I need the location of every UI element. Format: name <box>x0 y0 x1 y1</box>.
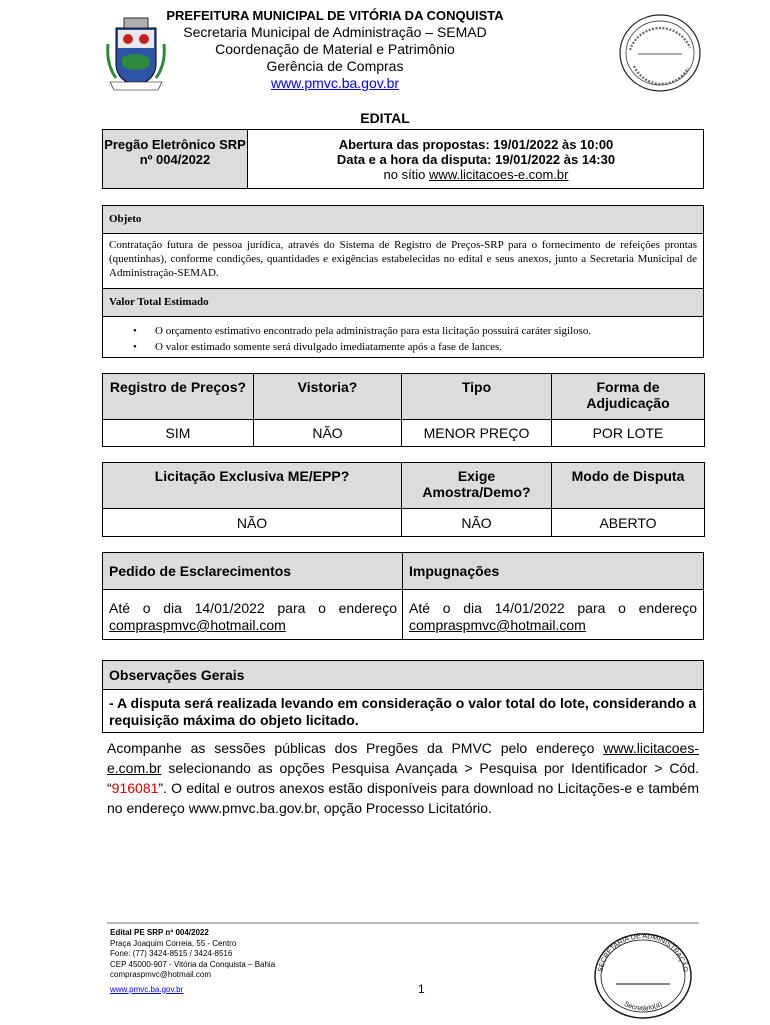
header-site-link[interactable]: www.pmvc.ba.gov.br <box>270 75 400 91</box>
valor-bullet: • O orçamento estimativo encontrado pela administração para esta licitação possuirá caráter sigiloso. <box>133 325 592 337</box>
stamp-top-text: SECRETARIA DE ADMINISTRAÇÃO <box>597 932 689 973</box>
secretaria-name: Secretaria Municipal de Administração – SEMAD <box>183 24 487 40</box>
header-amostra: Exige Amostra/Demo? <box>402 463 552 509</box>
site-prefix: no sítio <box>383 167 426 182</box>
header-tipo: Tipo <box>402 374 552 420</box>
footer-email: compraspmvc@hotmail.com <box>110 970 212 979</box>
value-registro: SIM <box>103 420 254 447</box>
semad-seal-stamp <box>616 10 704 96</box>
valor-bullet: • O valor estimado somente será divulgado imediatamente após a fase de lances. <box>133 341 502 353</box>
administracao-stamp <box>588 928 698 1020</box>
gerencia-name: Gerência de Compras <box>266 58 404 74</box>
value-forma: POR LOTE <box>552 420 705 447</box>
site-line <box>249 167 703 182</box>
value-tipo: MENOR PREÇO <box>402 420 552 447</box>
esclarecimentos-text: Até o dia 14/01/2022 para o endereço <box>109 600 397 616</box>
coordenacao-name: Coordenação de Material e Patrimônio <box>215 41 455 57</box>
pregao-number: nº 004/2022 <box>139 152 211 167</box>
info-table-1 <box>102 373 705 447</box>
header-exclusiva: Licitação Exclusiva ME/EPP? <box>103 463 402 509</box>
footer-cep: CEP 45000-907 - Vitória da Conquista – Bahia <box>110 959 276 969</box>
svg-text:Secretário(a) <box>623 1001 664 1013</box>
data-disputa: Data e a hora da disputa: 19/01/2022 às 14:30 <box>336 152 616 167</box>
licitacoes-paragraph-link[interactable]: www.licitacoes-e.com.br <box>107 740 700 776</box>
header-forma: Forma de Adjudicação <box>552 374 705 420</box>
objeto-text: Contratação futura de pessoa jurídica, através do Sistema de Registro de Preços-SRP para o fornecimento de refeições prontas (quentinhas), conforme condições, quantidades e exigências estabelecidas no edital e seus anexos, junto a Secretaria Municipal de Administração-SEMAD. <box>109 239 697 279</box>
impugnacoes-text: Até o dia 14/01/2022 para o endereço <box>409 600 697 616</box>
pregao-box <box>102 129 704 189</box>
svg-text:SECRETARIA DE ADMINISTRAÇÃO <box>597 933 689 973</box>
value-modo: ABERTO <box>552 509 705 537</box>
header-modo: Modo de Disputa <box>552 463 705 509</box>
footer-edital: Edital PE SRP nº 004/2022 <box>110 928 209 937</box>
footer-divider <box>107 922 699 924</box>
impugnacoes-heading: Impugnações <box>409 563 500 579</box>
abertura-propostas: Abertura das propostas: 19/01/2022 às 10:00 <box>338 137 614 152</box>
esclarecimentos-heading: Pedido de Esclarecimentos <box>109 563 292 579</box>
pregao-label: Pregão Eletrônico SRP <box>104 137 246 152</box>
impugnacoes-email[interactable]: compraspmvc@hotmail.com <box>409 617 586 633</box>
objeto-heading: Objeto <box>109 213 142 225</box>
prazos-box <box>102 552 704 640</box>
footer-address: Praça Joaquim Correia, 55 - Centro <box>110 938 237 948</box>
footer-site-link[interactable]: www.pmvc.ba.gov.br <box>110 984 184 994</box>
observacoes-text: - A disputa será realizada levando em consideração o valor total do lote, considerando a requisição máxima do objeto licitado. <box>109 695 697 728</box>
objeto-box <box>102 205 704 358</box>
esclarecimentos-email[interactable]: compraspmvc@hotmail.com <box>109 617 286 633</box>
value-exclusiva: NÃO <box>103 509 402 537</box>
valor-heading: Valor Total Estimado <box>109 296 209 308</box>
observacoes-box <box>102 660 704 733</box>
footer-info <box>110 928 275 995</box>
page-number: 1 <box>418 982 425 996</box>
value-amostra: NÃO <box>402 509 552 537</box>
acompanhe-paragraph: Acompanhe as sessões públicas dos Pregões da PMVC pelo endereço www.licitacoes-e.com.br selecionando as opções Pesquisa Avançada > Pesquisa por Identificador > Cód. “916081”. O edital e outros anexos estão disponíveis para download no Licitações-e e também no endereço www.pmvc.ba.gov.br, opção Processo Licitatório. <box>107 740 700 816</box>
value-vistoria: NÃO <box>254 420 402 447</box>
observacoes-heading: Observações Gerais <box>109 667 245 683</box>
codigo-identificador: 916081 <box>111 780 159 796</box>
document-title: EDITAL <box>360 110 410 126</box>
stamp-bottom-text: Secretário(a) <box>622 1000 664 1013</box>
org-name: PREFEITURA MUNICIPAL DE VITÓRIA DA CONQUISTA <box>166 8 504 23</box>
header-registro: Registro de Preços? <box>103 374 254 420</box>
footer-phone: Fone: (77) 3424-8515 / 3424-8516 <box>110 949 233 958</box>
header-vistoria: Vistoria? <box>254 374 402 420</box>
info-table-2 <box>102 462 705 537</box>
licitacoes-link[interactable]: www.licitacoes-e.com.br <box>429 167 569 182</box>
